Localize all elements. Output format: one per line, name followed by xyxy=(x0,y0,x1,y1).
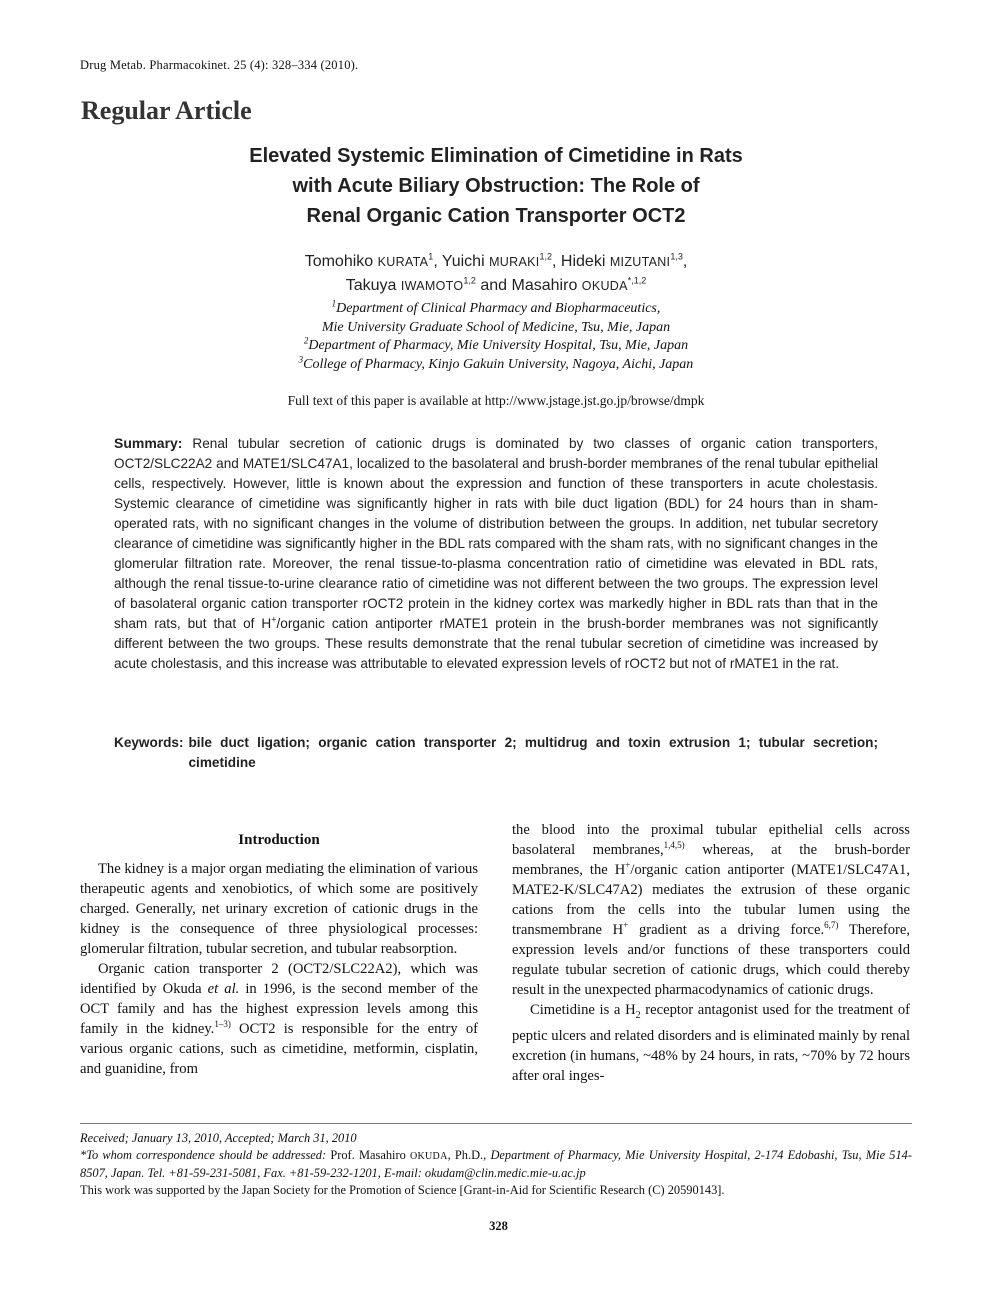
author-given: Yuichi xyxy=(441,253,485,270)
paragraph-text: receptor antagonist used for the treatment of peptic ulcers and related disorders and is eliminated mainly by renal excretion (in humans, ~48% by 24 hours, in rats, ~70% by 72 hours after oral inges- xyxy=(512,1002,910,1084)
author-given: Takuya xyxy=(345,277,397,294)
correspondence-lead: *To whom correspondence should be addressed: xyxy=(80,1148,327,1162)
paragraph xyxy=(80,859,478,959)
author-conjunction: and xyxy=(480,277,508,294)
author-given: Tomohiko xyxy=(304,253,374,270)
paragraph-text: The kidney is a major organ mediating the elimination of various therapeutic agents and xenobiotics, of which some are positively charged. Generally, net urinary excretion of cationic drugs in the kidney is the consequence of three physiological processes: glomerular filtration, tubular secretion, and tubular reabsorption. xyxy=(80,861,478,957)
paragraph-text: Organic cation transporter 2 (OCT2/SLC22A2), which was identified by Okuda xyxy=(80,961,478,997)
author-family: OKUDA xyxy=(581,279,628,293)
keywords-list: bile duct ligation; organic cation transporter 2; multidrug and toxin extrusion 1; tubular secretion; cimetidine xyxy=(188,735,878,770)
author-given: Hideki xyxy=(560,253,606,270)
author-line: Tomohiko KURATA$^1$, Yuichi MURAKI$^{1,2}$, Hideki MIZUTANI$^{1,3}$, xyxy=(304,251,688,270)
summary-abstract xyxy=(114,433,878,674)
paragraph-text: Therefore, expression levels and/or functions of these transporters could regulate tubular secretion of cationic drugs, which could thereby result in the unexpected pharmacodynamics of cationic drugs. xyxy=(512,922,910,998)
superscript-plus: + xyxy=(625,860,631,871)
article-title xyxy=(120,141,872,231)
paragraph xyxy=(512,1000,910,1086)
citation-ref: 1,4,5) xyxy=(663,840,685,851)
affil-text: Department of Clinical Pharmacy and Biopharmaceutics, xyxy=(336,301,661,316)
body-column-left xyxy=(80,820,478,1079)
citation-ref: 6,7) xyxy=(824,920,839,931)
section-heading-introduction: Introduction xyxy=(238,832,320,848)
received-dates: Received; January 13, 2010, Accepted; March 31, 2010 xyxy=(80,1131,357,1145)
affiliation-line xyxy=(120,353,872,375)
author-affil-mark: 1 xyxy=(428,251,434,262)
author-family: MURAKI xyxy=(489,255,540,269)
affiliations xyxy=(120,300,872,374)
body-column-right xyxy=(512,820,910,1086)
correspondence-note xyxy=(80,1147,912,1182)
summary-text: /organic cation antiporter rMATE1 protein in the brush-border membranes was not significantly different between the two groups. These results demonstrate that the renal tubular secretion of cimetidine was increased by acute cholestasis, and this increase was attributable to elevated expression levels of rOCT2 but not of rMATE1 in the rat. xyxy=(114,616,878,671)
correspondence-family: OKUDA xyxy=(409,1151,448,1162)
affil-number: 1 xyxy=(331,298,337,309)
author-affil-mark: 1,3 xyxy=(670,251,683,262)
paragraph-text: whereas, at the brush-border membranes, the H xyxy=(512,842,910,878)
paragraph-text: Cimetidine is a H xyxy=(530,1002,636,1018)
affil-text: Mie University Graduate School of Medicine, Tsu, Mie, Japan xyxy=(321,319,671,335)
footnote-divider xyxy=(80,1123,912,1124)
title-line: Renal Organic Cation Transporter OCT2 xyxy=(306,205,686,227)
author-list xyxy=(120,250,872,298)
journal-reference: Drug Metab. Pharmacokinet. 25 (4): 328–334 (2010). xyxy=(80,58,359,72)
affil-number: 3 xyxy=(298,353,304,364)
affil-text: College of Pharmacy, Kinjo Gakuin University, Nagoya, Aichi, Japan xyxy=(303,356,694,372)
subscript: 2 xyxy=(635,1009,641,1021)
affiliation-line xyxy=(120,319,872,338)
summary-label: Summary: xyxy=(114,435,183,451)
summary-text: Renal tubular secretion of cationic drugs is dominated by two classes of organic cation transporters, OCT2/SLC22A2 and MATE1/SLC47A1, localized to the basolateral and brush-border membranes of the renal tubular epithelial cells, respectively. However, little is known about the expression and function of these transporters in acute cholestasis. Systemic clearance of cimetidine was significantly higher in rats with bile duct ligation (BDL) for 24 hours than in sham-operated rats, with no significant changes in the volume of distribution between the groups. In addition, net tubular secretory clearance of cimetidine was significantly higher in the BDL rats compared with the sham rats, with no significant changes in the glomerular filtration rate. Moreover, the renal tissue-to-plasma concentration ratio of cimetidine was elevated in BDL rats, although the renal tissue-to-urine clearance ratio of cimetidine was not different between the two groups. The expression level of basolateral organic cation transporter rOCT2 protein in the kidney cortex was markedly higher in BDL rats than that in the sham rats, but that of H xyxy=(114,436,879,631)
correspondence-name: Prof. Masahiro xyxy=(326,1148,410,1162)
author-family: KURATA xyxy=(377,255,429,269)
paragraph-text: /organic cation antiporter (MATE1/SLC47A1, MATE2-K/SLC47A2) mediates the extrusion of these organic cations from the cells into the tubular lumen using the transmembrane H xyxy=(512,862,910,938)
correspondence-degree: , Ph.D., xyxy=(447,1148,491,1162)
paragraph-text: in 1996, is the second member of the OCT family and has the highest expression levels among this family in the kidney. xyxy=(80,981,479,1037)
title-line: Elevated Systemic Elimination of Cimetidine in Rats xyxy=(249,145,743,167)
author-family: IWAMOTO xyxy=(400,279,464,293)
correspondence-address: Department of Pharmacy, Mie University Hospital, 2-174 Edobashi, Tsu, Mie 514-8507, Japan. Tel. +81-59-231-5081, Fax. +81-59-232-1201, E-mail: okudam@clin.medic.mie-u.ac.jp xyxy=(80,1148,912,1180)
affil-number: 2 xyxy=(303,335,309,346)
author-affil-mark: *,1,2 xyxy=(627,275,647,286)
footnotes xyxy=(80,1130,912,1199)
article-type-heading: Regular Article xyxy=(81,96,252,125)
citation-ref: 1–3) xyxy=(214,1019,231,1030)
affiliation-line xyxy=(120,337,872,356)
et-al-italic: et al. xyxy=(207,981,240,997)
superscript-plus: + xyxy=(623,920,629,931)
funding-note: This work was supported by the Japan Society for the Promotion of Science [Grant-in-Aid for Scientific Research (C) 20590143]. xyxy=(80,1183,725,1197)
paragraph xyxy=(80,959,478,1079)
paragraph-text: the blood into the proximal tubular epithelial cells across basolateral membranes, xyxy=(512,822,910,858)
author-given: Masahiro xyxy=(511,277,578,294)
author-line xyxy=(120,274,872,298)
paragraph xyxy=(512,820,910,1000)
title-line: with Acute Biliary Obstruction: The Role of xyxy=(292,175,700,197)
page-number: 328 xyxy=(489,1219,508,1233)
author-affil-mark: 1,2 xyxy=(539,251,553,262)
keywords-block xyxy=(114,733,878,773)
author-family: MIZUTANI xyxy=(609,255,671,269)
keywords-label: Keywords: xyxy=(114,735,184,750)
author-affil-mark: 1,2 xyxy=(463,275,476,286)
paragraph-text: gradient as a driving force. xyxy=(628,922,825,938)
fulltext-availability-note: Full text of this paper is available at http://www.jstage.jst.go.jp/browse/dmpk xyxy=(287,393,705,408)
affil-text: Department of Pharmacy, Mie University Hospital, Tsu, Mie, Japan xyxy=(308,338,689,353)
affiliation-line xyxy=(120,300,872,319)
superscript-plus: + xyxy=(271,614,277,625)
paragraph-text: OCT2 is responsible for the entry of various organic cations, such as cimetidine, metformin, cisplatin, and guanidine, from xyxy=(80,1021,479,1077)
